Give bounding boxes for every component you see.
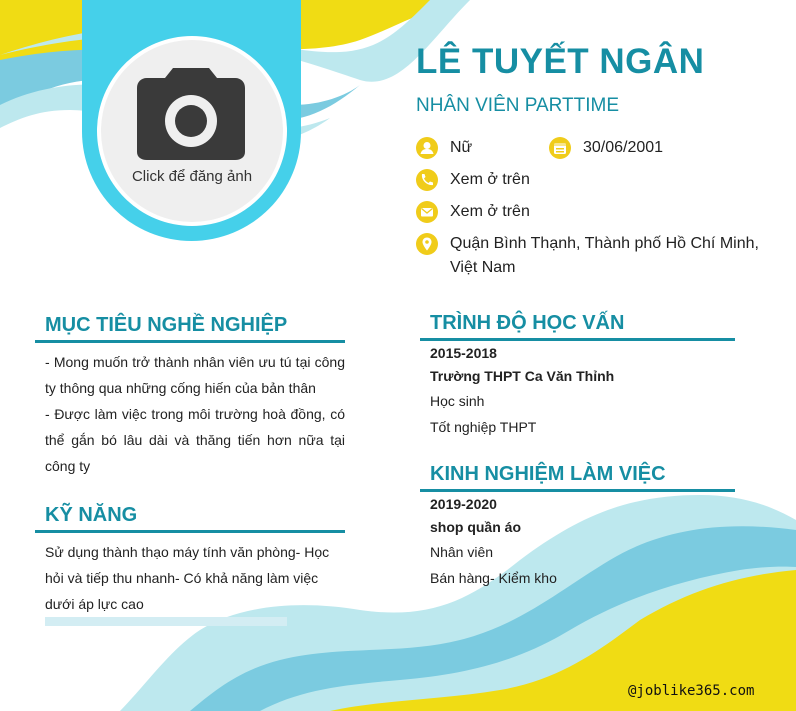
gender-value: Nữ <box>450 139 473 156</box>
experience-divider <box>420 489 735 492</box>
candidate-name: LÊ TUYẾT NGÂN <box>416 42 705 81</box>
education-school: Trường THPT Ca Văn Thỉnh <box>430 368 615 384</box>
photo-upload-caption[interactable]: Click để đăng ảnh <box>131 168 253 185</box>
objective-line-1: - Mong muốn trở thành nhân viên ưu tú tại công ty thông qua những cống hiến của bản thân <box>45 354 345 396</box>
experience-detail: Bán hàng- Kiểm kho <box>430 570 557 586</box>
objective-line-2: - Được làm việc trong môi trường hoà đồng, có thể gắn bó lâu dài và thăng tiến hơn nữa tại công ty <box>45 406 345 474</box>
camera-icon[interactable] <box>137 68 245 160</box>
experience-position: Nhân viên <box>430 544 494 560</box>
education-divider <box>420 338 735 341</box>
address-value <box>450 232 759 280</box>
email-value: Xem ở trên <box>450 203 530 220</box>
phone-value: Xem ở trên <box>450 171 530 188</box>
calendar-icon <box>549 137 571 159</box>
skills-divider <box>35 530 345 533</box>
address-line-2: Việt Nam <box>450 259 516 276</box>
experience-title: KINH NGHIỆM LÀM VIỆC <box>430 463 666 485</box>
birthdate-value: 30/06/2001 <box>583 139 664 156</box>
experience-period: 2019-2020 <box>430 496 497 512</box>
user-icon <box>416 137 438 159</box>
education-period: 2015-2018 <box>430 345 497 361</box>
objective-text <box>45 349 345 479</box>
skills-title: KỸ NĂNG <box>45 504 138 526</box>
footer-handle: @joblike365.com <box>628 683 755 699</box>
phone-icon <box>416 169 438 191</box>
objective-divider <box>35 340 345 343</box>
education-title: TRÌNH ĐỘ HỌC VẤN <box>430 312 625 334</box>
candidate-role: NHÂN VIÊN PARTTIME <box>416 95 620 116</box>
skill-level-bar <box>45 617 287 626</box>
location-icon <box>416 233 438 255</box>
education-position: Học sinh <box>430 393 485 409</box>
objective-title: MỤC TIÊU NGHỀ NGHIỆP <box>45 314 288 336</box>
experience-company: shop quần áo <box>430 519 521 535</box>
skills-text: Sử dụng thành thạo máy tính văn phòng- Học hỏi và tiếp thu nhanh- Có khả năng làm việc dưới áp lực cao <box>45 544 330 612</box>
education-detail: Tốt nghiệp THPT <box>430 419 537 435</box>
email-icon <box>416 201 438 223</box>
address-line-1: Quận Bình Thạnh, Thành phố Hồ Chí Minh, <box>450 235 759 252</box>
